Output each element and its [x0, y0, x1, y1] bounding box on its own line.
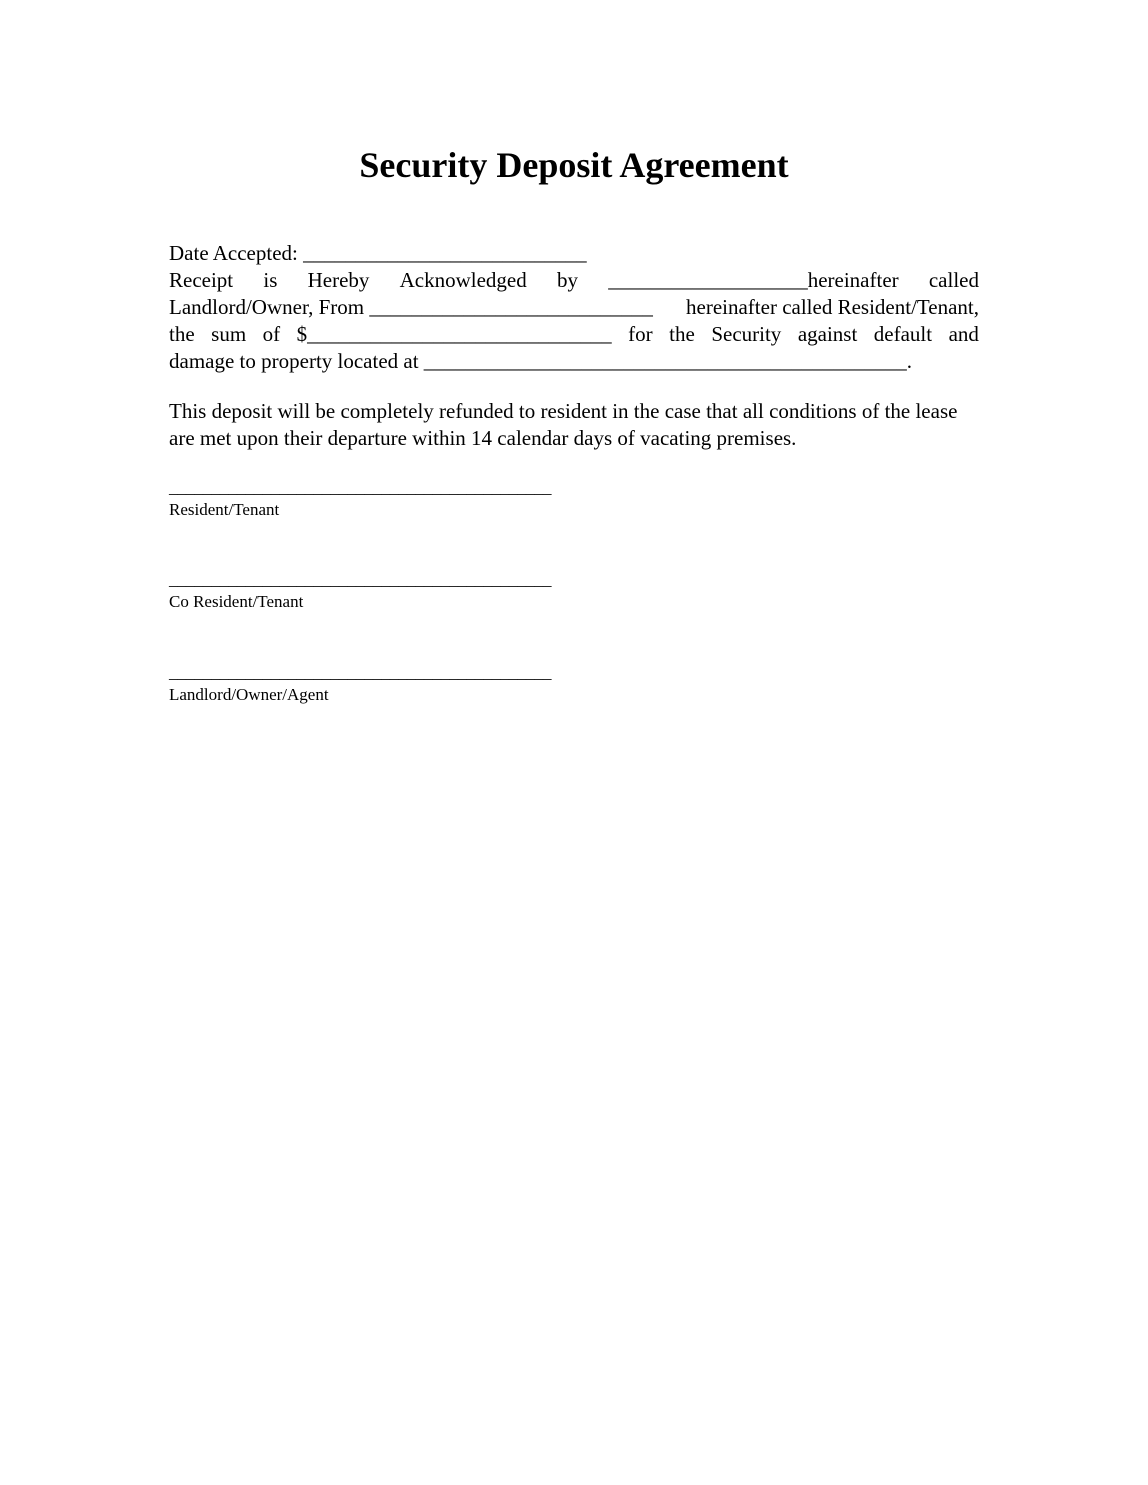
tenant-name-blank: Landlord/Owner, From ___________________________	[169, 295, 653, 319]
signature-line: _____________________________________________	[169, 478, 552, 497]
word: Security	[711, 322, 782, 346]
landlord-name-blank: ___________________hereinafter	[608, 268, 899, 292]
amount-blank: $_____________________________	[296, 322, 612, 346]
word: default	[873, 322, 933, 346]
receipt-block	[169, 240, 979, 375]
word: of	[262, 322, 281, 346]
signature-label: Landlord/Owner/Agent	[169, 685, 329, 704]
signature-block-landlord	[169, 663, 569, 705]
word: for	[628, 322, 653, 346]
signature-block-resident	[169, 478, 569, 520]
word: Receipt	[169, 268, 234, 292]
signature-line: _____________________________________________	[169, 663, 552, 682]
landlord-from-line	[169, 294, 979, 321]
signature-line: _____________________________________________	[169, 570, 552, 589]
word: called	[928, 268, 979, 292]
sum-line	[169, 321, 979, 348]
word: sum	[211, 322, 247, 346]
signature-block-co-resident	[169, 570, 569, 612]
word: the	[169, 322, 195, 346]
refund-paragraph: This deposit will be completely refunded to resident in the case that all conditions of the lease are met upon their departure within 14 calendar days of vacating premises.	[169, 399, 958, 450]
date-accepted-line: Date Accepted: ___________________________	[169, 241, 587, 265]
word: Hereby	[307, 268, 370, 292]
page-title: Security Deposit Agreement	[359, 145, 789, 185]
word: hereinafter called Resident/Tenant,	[686, 295, 979, 319]
property-address-line: damage to property located at ______________________________________________.	[169, 349, 913, 373]
word: against	[797, 322, 858, 346]
word: by	[556, 268, 578, 292]
signature-label: Resident/Tenant	[169, 500, 280, 519]
word: is	[263, 268, 278, 292]
signature-label: Co Resident/Tenant	[169, 592, 304, 611]
word: and	[948, 322, 979, 346]
receipt-acknowledged-line	[169, 267, 979, 294]
word: the	[669, 322, 695, 346]
word: Acknowledged	[399, 268, 527, 292]
